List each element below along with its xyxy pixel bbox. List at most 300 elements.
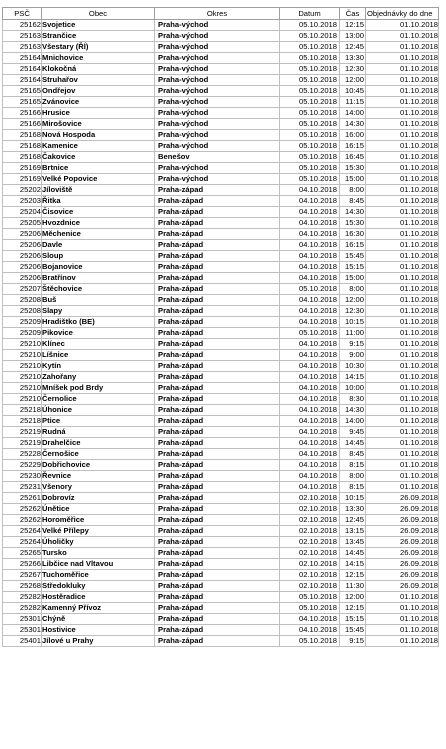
- cell-cas[interactable]: 8:30: [340, 394, 366, 405]
- cell-okres[interactable]: Praha-západ: [155, 603, 280, 614]
- cell-okres[interactable]: Praha-západ: [155, 240, 280, 251]
- cell-psc[interactable]: 25210: [3, 361, 42, 372]
- cell-psc[interactable]: 25204: [3, 207, 42, 218]
- cell-cas[interactable]: 8:45: [340, 449, 366, 460]
- cell-obec[interactable]: Středokluky: [42, 581, 155, 592]
- cell-obec[interactable]: Mnichovice: [42, 53, 155, 64]
- cell-obj[interactable]: 01.10.2018: [366, 196, 439, 207]
- cell-psc[interactable]: 25210: [3, 339, 42, 350]
- cell-cas[interactable]: 11:00: [340, 328, 366, 339]
- cell-obj[interactable]: 01.10.2018: [366, 482, 439, 493]
- cell-okres[interactable]: Praha-západ: [155, 317, 280, 328]
- cell-okres[interactable]: Praha-západ: [155, 625, 280, 636]
- cell-datum[interactable]: 04.10.2018: [280, 317, 340, 328]
- cell-cas[interactable]: 12:15: [340, 603, 366, 614]
- cell-okres[interactable]: Praha-západ: [155, 306, 280, 317]
- cell-datum[interactable]: 04.10.2018: [280, 262, 340, 273]
- cell-datum[interactable]: 02.10.2018: [280, 504, 340, 515]
- cell-cas[interactable]: 11:30: [340, 581, 366, 592]
- cell-cas[interactable]: 12:15: [340, 570, 366, 581]
- cell-okres[interactable]: Praha-západ: [155, 504, 280, 515]
- cell-psc[interactable]: 25264: [3, 537, 42, 548]
- cell-psc[interactable]: 25202: [3, 185, 42, 196]
- cell-datum[interactable]: 02.10.2018: [280, 515, 340, 526]
- cell-okres[interactable]: Praha-západ: [155, 284, 280, 295]
- cell-datum[interactable]: 02.10.2018: [280, 581, 340, 592]
- cell-datum[interactable]: 05.10.2018: [280, 174, 340, 185]
- cell-obec[interactable]: Svojetice: [42, 20, 155, 31]
- cell-psc[interactable]: 25163: [3, 31, 42, 42]
- cell-cas[interactable]: 10:15: [340, 493, 366, 504]
- cell-obj[interactable]: 01.10.2018: [366, 350, 439, 361]
- cell-datum[interactable]: 05.10.2018: [280, 592, 340, 603]
- cell-psc[interactable]: 25282: [3, 592, 42, 603]
- cell-okres[interactable]: Praha-západ: [155, 636, 280, 647]
- cell-obec[interactable]: Zahořany: [42, 372, 155, 383]
- cell-obj[interactable]: 01.10.2018: [366, 416, 439, 427]
- cell-obj[interactable]: 01.10.2018: [366, 405, 439, 416]
- cell-okres[interactable]: Praha-východ: [155, 53, 280, 64]
- cell-psc[interactable]: 25168: [3, 152, 42, 163]
- cell-okres[interactable]: Praha-západ: [155, 559, 280, 570]
- cell-cas[interactable]: 14:30: [340, 405, 366, 416]
- cell-okres[interactable]: Praha-západ: [155, 438, 280, 449]
- cell-cas[interactable]: 12:30: [340, 64, 366, 75]
- cell-datum[interactable]: 05.10.2018: [280, 284, 340, 295]
- cell-cas[interactable]: 16:00: [340, 130, 366, 141]
- cell-cas[interactable]: 9:15: [340, 339, 366, 350]
- cell-cas[interactable]: 10:45: [340, 86, 366, 97]
- cell-obj[interactable]: 01.10.2018: [366, 372, 439, 383]
- cell-datum[interactable]: 04.10.2018: [280, 427, 340, 438]
- cell-psc[interactable]: 25208: [3, 306, 42, 317]
- cell-obj[interactable]: 26.09.2018: [366, 581, 439, 592]
- cell-obec[interactable]: Klínec: [42, 339, 155, 350]
- cell-cas[interactable]: 9:15: [340, 636, 366, 647]
- cell-psc[interactable]: 25205: [3, 218, 42, 229]
- cell-obec[interactable]: Klokočná: [42, 64, 155, 75]
- cell-cas[interactable]: 12:00: [340, 75, 366, 86]
- cell-cas[interactable]: 12:15: [340, 20, 366, 31]
- cell-obj[interactable]: 26.09.2018: [366, 548, 439, 559]
- cell-cas[interactable]: 8:45: [340, 196, 366, 207]
- cell-datum[interactable]: 05.10.2018: [280, 31, 340, 42]
- cell-datum[interactable]: 04.10.2018: [280, 405, 340, 416]
- cell-okres[interactable]: Praha-západ: [155, 394, 280, 405]
- cell-obec[interactable]: Chýně: [42, 614, 155, 625]
- cell-cas[interactable]: 10:00: [340, 383, 366, 394]
- column-header-psc[interactable]: PSČ: [3, 8, 42, 20]
- cell-psc[interactable]: 25268: [3, 581, 42, 592]
- cell-datum[interactable]: 05.10.2018: [280, 108, 340, 119]
- column-header-objednavky[interactable]: Objednávky do dne: [366, 8, 439, 20]
- cell-psc[interactable]: 25166: [3, 119, 42, 130]
- cell-obec[interactable]: Libčice nad Vltavou: [42, 559, 155, 570]
- cell-obec[interactable]: Horoměřice: [42, 515, 155, 526]
- cell-cas[interactable]: 15:45: [340, 625, 366, 636]
- cell-okres[interactable]: Praha-západ: [155, 328, 280, 339]
- cell-okres[interactable]: Praha-východ: [155, 64, 280, 75]
- cell-okres[interactable]: Praha-západ: [155, 482, 280, 493]
- cell-datum[interactable]: 04.10.2018: [280, 295, 340, 306]
- cell-okres[interactable]: Praha-západ: [155, 427, 280, 438]
- cell-datum[interactable]: 05.10.2018: [280, 97, 340, 108]
- cell-psc[interactable]: 25166: [3, 108, 42, 119]
- cell-okres[interactable]: Praha-západ: [155, 251, 280, 262]
- cell-datum[interactable]: 05.10.2018: [280, 75, 340, 86]
- cell-psc[interactable]: 25301: [3, 625, 42, 636]
- cell-okres[interactable]: Praha-západ: [155, 405, 280, 416]
- cell-obj[interactable]: 01.10.2018: [366, 339, 439, 350]
- cell-obec[interactable]: Jíloviště: [42, 185, 155, 196]
- cell-cas[interactable]: 13:30: [340, 53, 366, 64]
- cell-cas[interactable]: 16:15: [340, 141, 366, 152]
- cell-datum[interactable]: 04.10.2018: [280, 207, 340, 218]
- cell-obj[interactable]: 01.10.2018: [366, 130, 439, 141]
- cell-okres[interactable]: Praha-západ: [155, 295, 280, 306]
- cell-cas[interactable]: 9:45: [340, 427, 366, 438]
- cell-psc[interactable]: 25162: [3, 20, 42, 31]
- cell-obj[interactable]: 01.10.2018: [366, 427, 439, 438]
- cell-cas[interactable]: 14:00: [340, 416, 366, 427]
- cell-obec[interactable]: Štěchovice: [42, 284, 155, 295]
- cell-cas[interactable]: 15:00: [340, 273, 366, 284]
- cell-obec[interactable]: Mníšek pod Brdy: [42, 383, 155, 394]
- cell-okres[interactable]: Praha-východ: [155, 163, 280, 174]
- cell-obj[interactable]: 01.10.2018: [366, 108, 439, 119]
- cell-obj[interactable]: 01.10.2018: [366, 603, 439, 614]
- cell-datum[interactable]: 04.10.2018: [280, 350, 340, 361]
- cell-obj[interactable]: 01.10.2018: [366, 438, 439, 449]
- cell-psc[interactable]: 25228: [3, 449, 42, 460]
- cell-cas[interactable]: 14:00: [340, 108, 366, 119]
- cell-cas[interactable]: 15:30: [340, 218, 366, 229]
- cell-psc[interactable]: 25282: [3, 603, 42, 614]
- cell-psc[interactable]: 25219: [3, 438, 42, 449]
- cell-okres[interactable]: Praha-západ: [155, 207, 280, 218]
- cell-obj[interactable]: 01.10.2018: [366, 614, 439, 625]
- cell-psc[interactable]: 25210: [3, 394, 42, 405]
- cell-obec[interactable]: Strančice: [42, 31, 155, 42]
- cell-cas[interactable]: 14:15: [340, 372, 366, 383]
- cell-cas[interactable]: 15:15: [340, 262, 366, 273]
- cell-obec[interactable]: Černolice: [42, 394, 155, 405]
- cell-cas[interactable]: 11:15: [340, 97, 366, 108]
- cell-cas[interactable]: 8:00: [340, 284, 366, 295]
- column-header-cas[interactable]: Čas: [340, 8, 366, 20]
- cell-okres[interactable]: Benešov: [155, 152, 280, 163]
- cell-okres[interactable]: Praha-západ: [155, 460, 280, 471]
- cell-obj[interactable]: 01.10.2018: [366, 75, 439, 86]
- cell-psc[interactable]: 25165: [3, 97, 42, 108]
- cell-obec[interactable]: Tursko: [42, 548, 155, 559]
- cell-obec[interactable]: Hradištko (BE): [42, 317, 155, 328]
- cell-datum[interactable]: 05.10.2018: [280, 64, 340, 75]
- cell-cas[interactable]: 13:15: [340, 526, 366, 537]
- cell-okres[interactable]: Praha-západ: [155, 339, 280, 350]
- cell-obj[interactable]: 01.10.2018: [366, 284, 439, 295]
- cell-okres[interactable]: Praha-východ: [155, 130, 280, 141]
- cell-psc[interactable]: 25168: [3, 130, 42, 141]
- cell-obj[interactable]: 01.10.2018: [366, 97, 439, 108]
- cell-cas[interactable]: 13:30: [340, 504, 366, 515]
- cell-psc[interactable]: 25206: [3, 273, 42, 284]
- cell-datum[interactable]: 05.10.2018: [280, 603, 340, 614]
- cell-okres[interactable]: Praha-východ: [155, 20, 280, 31]
- cell-obj[interactable]: 01.10.2018: [366, 240, 439, 251]
- cell-cas[interactable]: 14:30: [340, 207, 366, 218]
- cell-datum[interactable]: 04.10.2018: [280, 273, 340, 284]
- cell-datum[interactable]: 02.10.2018: [280, 548, 340, 559]
- cell-cas[interactable]: 10:30: [340, 361, 366, 372]
- cell-cas[interactable]: 13:45: [340, 537, 366, 548]
- cell-okres[interactable]: Praha-západ: [155, 273, 280, 284]
- cell-obec[interactable]: Dobrovíz: [42, 493, 155, 504]
- cell-cas[interactable]: 9:00: [340, 350, 366, 361]
- cell-okres[interactable]: Praha-západ: [155, 350, 280, 361]
- cell-obec[interactable]: Rudná: [42, 427, 155, 438]
- cell-datum[interactable]: 02.10.2018: [280, 493, 340, 504]
- cell-obj[interactable]: 01.10.2018: [366, 394, 439, 405]
- cell-datum[interactable]: 04.10.2018: [280, 625, 340, 636]
- cell-cas[interactable]: 8:15: [340, 460, 366, 471]
- column-header-okres[interactable]: Okres: [155, 8, 280, 20]
- cell-obj[interactable]: 26.09.2018: [366, 570, 439, 581]
- cell-cas[interactable]: 15:00: [340, 174, 366, 185]
- cell-datum[interactable]: 04.10.2018: [280, 218, 340, 229]
- cell-okres[interactable]: Praha-východ: [155, 86, 280, 97]
- cell-obec[interactable]: Davle: [42, 240, 155, 251]
- cell-datum[interactable]: 05.10.2018: [280, 141, 340, 152]
- cell-datum[interactable]: 04.10.2018: [280, 361, 340, 372]
- cell-datum[interactable]: 04.10.2018: [280, 185, 340, 196]
- cell-obec[interactable]: Hvozdnice: [42, 218, 155, 229]
- cell-obec[interactable]: Černošice: [42, 449, 155, 460]
- cell-obj[interactable]: 26.09.2018: [366, 515, 439, 526]
- cell-okres[interactable]: Praha-východ: [155, 174, 280, 185]
- cell-obj[interactable]: 26.09.2018: [366, 559, 439, 570]
- cell-obj[interactable]: 01.10.2018: [366, 174, 439, 185]
- cell-obj[interactable]: 01.10.2018: [366, 53, 439, 64]
- cell-obec[interactable]: Ptice: [42, 416, 155, 427]
- cell-cas[interactable]: 14:15: [340, 559, 366, 570]
- cell-datum[interactable]: 05.10.2018: [280, 130, 340, 141]
- cell-cas[interactable]: 12:45: [340, 42, 366, 53]
- cell-psc[interactable]: 25267: [3, 570, 42, 581]
- cell-okres[interactable]: Praha-západ: [155, 361, 280, 372]
- cell-obj[interactable]: 26.09.2018: [366, 526, 439, 537]
- cell-obj[interactable]: 01.10.2018: [366, 328, 439, 339]
- cell-okres[interactable]: Praha-východ: [155, 119, 280, 130]
- cell-datum[interactable]: 02.10.2018: [280, 570, 340, 581]
- cell-obec[interactable]: Tuchoměřice: [42, 570, 155, 581]
- cell-okres[interactable]: Praha-západ: [155, 185, 280, 196]
- cell-psc[interactable]: 25210: [3, 383, 42, 394]
- cell-psc[interactable]: 25203: [3, 196, 42, 207]
- cell-obj[interactable]: 01.10.2018: [366, 20, 439, 31]
- cell-okres[interactable]: Praha-západ: [155, 548, 280, 559]
- cell-cas[interactable]: 13:00: [340, 31, 366, 42]
- cell-obec[interactable]: Kamenný Přívoz: [42, 603, 155, 614]
- cell-cas[interactable]: 15:30: [340, 163, 366, 174]
- cell-obj[interactable]: 01.10.2018: [366, 262, 439, 273]
- cell-psc[interactable]: 25168: [3, 141, 42, 152]
- cell-obj[interactable]: 01.10.2018: [366, 152, 439, 163]
- cell-obj[interactable]: 01.10.2018: [366, 31, 439, 42]
- cell-obj[interactable]: 01.10.2018: [366, 64, 439, 75]
- cell-psc[interactable]: 25262: [3, 515, 42, 526]
- cell-obec[interactable]: Slapy: [42, 306, 155, 317]
- cell-psc[interactable]: 25210: [3, 350, 42, 361]
- cell-obj[interactable]: 01.10.2018: [366, 229, 439, 240]
- cell-okres[interactable]: Praha-západ: [155, 471, 280, 482]
- cell-okres[interactable]: Praha-západ: [155, 570, 280, 581]
- cell-obj[interactable]: 01.10.2018: [366, 218, 439, 229]
- cell-psc[interactable]: 25165: [3, 86, 42, 97]
- cell-obec[interactable]: Ondřejov: [42, 86, 155, 97]
- cell-obec[interactable]: Všenory: [42, 482, 155, 493]
- cell-datum[interactable]: 04.10.2018: [280, 416, 340, 427]
- cell-obec[interactable]: Dobřichovice: [42, 460, 155, 471]
- cell-obec[interactable]: Velké Popovice: [42, 174, 155, 185]
- cell-datum[interactable]: 04.10.2018: [280, 306, 340, 317]
- cell-okres[interactable]: Praha-západ: [155, 537, 280, 548]
- cell-psc[interactable]: 25231: [3, 482, 42, 493]
- cell-okres[interactable]: Praha-západ: [155, 196, 280, 207]
- cell-datum[interactable]: 05.10.2018: [280, 636, 340, 647]
- cell-obec[interactable]: Čisovice: [42, 207, 155, 218]
- cell-obec[interactable]: Pikovice: [42, 328, 155, 339]
- cell-datum[interactable]: 02.10.2018: [280, 559, 340, 570]
- cell-okres[interactable]: Praha-západ: [155, 229, 280, 240]
- cell-okres[interactable]: Praha-západ: [155, 526, 280, 537]
- cell-datum[interactable]: 05.10.2018: [280, 20, 340, 31]
- cell-obec[interactable]: Jílové u Prahy: [42, 636, 155, 647]
- cell-datum[interactable]: 04.10.2018: [280, 196, 340, 207]
- cell-obj[interactable]: 26.09.2018: [366, 493, 439, 504]
- cell-psc[interactable]: 25208: [3, 295, 42, 306]
- cell-cas[interactable]: 8:15: [340, 482, 366, 493]
- cell-cas[interactable]: 12:00: [340, 592, 366, 603]
- cell-obec[interactable]: Řevnice: [42, 471, 155, 482]
- cell-cas[interactable]: 8:00: [340, 471, 366, 482]
- cell-psc[interactable]: 25301: [3, 614, 42, 625]
- cell-okres[interactable]: Praha-západ: [155, 493, 280, 504]
- cell-datum[interactable]: 04.10.2018: [280, 383, 340, 394]
- cell-obec[interactable]: Měchenice: [42, 229, 155, 240]
- cell-obec[interactable]: Buš: [42, 295, 155, 306]
- cell-obec[interactable]: Mirošovice: [42, 119, 155, 130]
- cell-okres[interactable]: Praha-východ: [155, 31, 280, 42]
- cell-obec[interactable]: Čakovice: [42, 152, 155, 163]
- cell-obj[interactable]: 26.09.2018: [366, 504, 439, 515]
- cell-okres[interactable]: Praha-východ: [155, 42, 280, 53]
- cell-obj[interactable]: 01.10.2018: [366, 251, 439, 262]
- cell-psc[interactable]: 25206: [3, 251, 42, 262]
- cell-datum[interactable]: 04.10.2018: [280, 339, 340, 350]
- cell-obec[interactable]: Hrusice: [42, 108, 155, 119]
- cell-obj[interactable]: 01.10.2018: [366, 471, 439, 482]
- cell-okres[interactable]: Praha-západ: [155, 416, 280, 427]
- cell-cas[interactable]: 8:00: [340, 185, 366, 196]
- cell-datum[interactable]: 02.10.2018: [280, 526, 340, 537]
- cell-psc[interactable]: 25164: [3, 75, 42, 86]
- cell-okres[interactable]: Praha-západ: [155, 218, 280, 229]
- cell-okres[interactable]: Praha-východ: [155, 75, 280, 86]
- cell-datum[interactable]: 04.10.2018: [280, 482, 340, 493]
- cell-obec[interactable]: Řitka: [42, 196, 155, 207]
- cell-datum[interactable]: 04.10.2018: [280, 614, 340, 625]
- cell-datum[interactable]: 05.10.2018: [280, 42, 340, 53]
- cell-psc[interactable]: 25163: [3, 42, 42, 53]
- cell-obj[interactable]: 01.10.2018: [366, 141, 439, 152]
- cell-psc[interactable]: 25261: [3, 493, 42, 504]
- cell-obec[interactable]: Brtnice: [42, 163, 155, 174]
- cell-psc[interactable]: 25266: [3, 559, 42, 570]
- cell-datum[interactable]: 04.10.2018: [280, 372, 340, 383]
- cell-obj[interactable]: 01.10.2018: [366, 273, 439, 284]
- cell-psc[interactable]: 25164: [3, 53, 42, 64]
- cell-obec[interactable]: Kytín: [42, 361, 155, 372]
- cell-obec[interactable]: Bojanovice: [42, 262, 155, 273]
- cell-okres[interactable]: Praha-západ: [155, 614, 280, 625]
- cell-psc[interactable]: 25264: [3, 526, 42, 537]
- cell-cas[interactable]: 12:30: [340, 306, 366, 317]
- cell-okres[interactable]: Praha-západ: [155, 449, 280, 460]
- cell-okres[interactable]: Praha-východ: [155, 141, 280, 152]
- cell-cas[interactable]: 10:15: [340, 317, 366, 328]
- cell-obj[interactable]: 01.10.2018: [366, 625, 439, 636]
- cell-datum[interactable]: 05.10.2018: [280, 53, 340, 64]
- cell-obec[interactable]: Kamenice: [42, 141, 155, 152]
- cell-obec[interactable]: Únětice: [42, 504, 155, 515]
- cell-obec[interactable]: Všestary (ŘÍ): [42, 42, 155, 53]
- cell-psc[interactable]: 25169: [3, 163, 42, 174]
- cell-psc[interactable]: 25219: [3, 427, 42, 438]
- cell-okres[interactable]: Praha-západ: [155, 581, 280, 592]
- cell-obj[interactable]: 01.10.2018: [366, 361, 439, 372]
- cell-psc[interactable]: 25169: [3, 174, 42, 185]
- cell-obj[interactable]: 01.10.2018: [366, 636, 439, 647]
- cell-obec[interactable]: Sloup: [42, 251, 155, 262]
- cell-obj[interactable]: 01.10.2018: [366, 163, 439, 174]
- cell-psc[interactable]: 25164: [3, 64, 42, 75]
- cell-datum[interactable]: 04.10.2018: [280, 229, 340, 240]
- cell-datum[interactable]: 04.10.2018: [280, 449, 340, 460]
- cell-obec[interactable]: Velké Přílepy: [42, 526, 155, 537]
- cell-psc[interactable]: 25262: [3, 504, 42, 515]
- cell-obj[interactable]: 01.10.2018: [366, 119, 439, 130]
- column-header-obec[interactable]: Obec: [42, 8, 155, 20]
- cell-obec[interactable]: Úhonice: [42, 405, 155, 416]
- cell-datum[interactable]: 05.10.2018: [280, 163, 340, 174]
- cell-obec[interactable]: Bratřínov: [42, 273, 155, 284]
- cell-cas[interactable]: 14:30: [340, 119, 366, 130]
- cell-okres[interactable]: Praha-západ: [155, 372, 280, 383]
- cell-datum[interactable]: 05.10.2018: [280, 119, 340, 130]
- cell-psc[interactable]: 25206: [3, 229, 42, 240]
- cell-obj[interactable]: 01.10.2018: [366, 185, 439, 196]
- cell-psc[interactable]: 25206: [3, 240, 42, 251]
- cell-datum[interactable]: 04.10.2018: [280, 394, 340, 405]
- cell-obj[interactable]: 01.10.2018: [366, 207, 439, 218]
- cell-cas[interactable]: 16:15: [340, 240, 366, 251]
- cell-obec[interactable]: Hostivice: [42, 625, 155, 636]
- cell-okres[interactable]: Praha-západ: [155, 262, 280, 273]
- cell-cas[interactable]: 12:00: [340, 295, 366, 306]
- cell-datum[interactable]: 04.10.2018: [280, 240, 340, 251]
- cell-psc[interactable]: 25207: [3, 284, 42, 295]
